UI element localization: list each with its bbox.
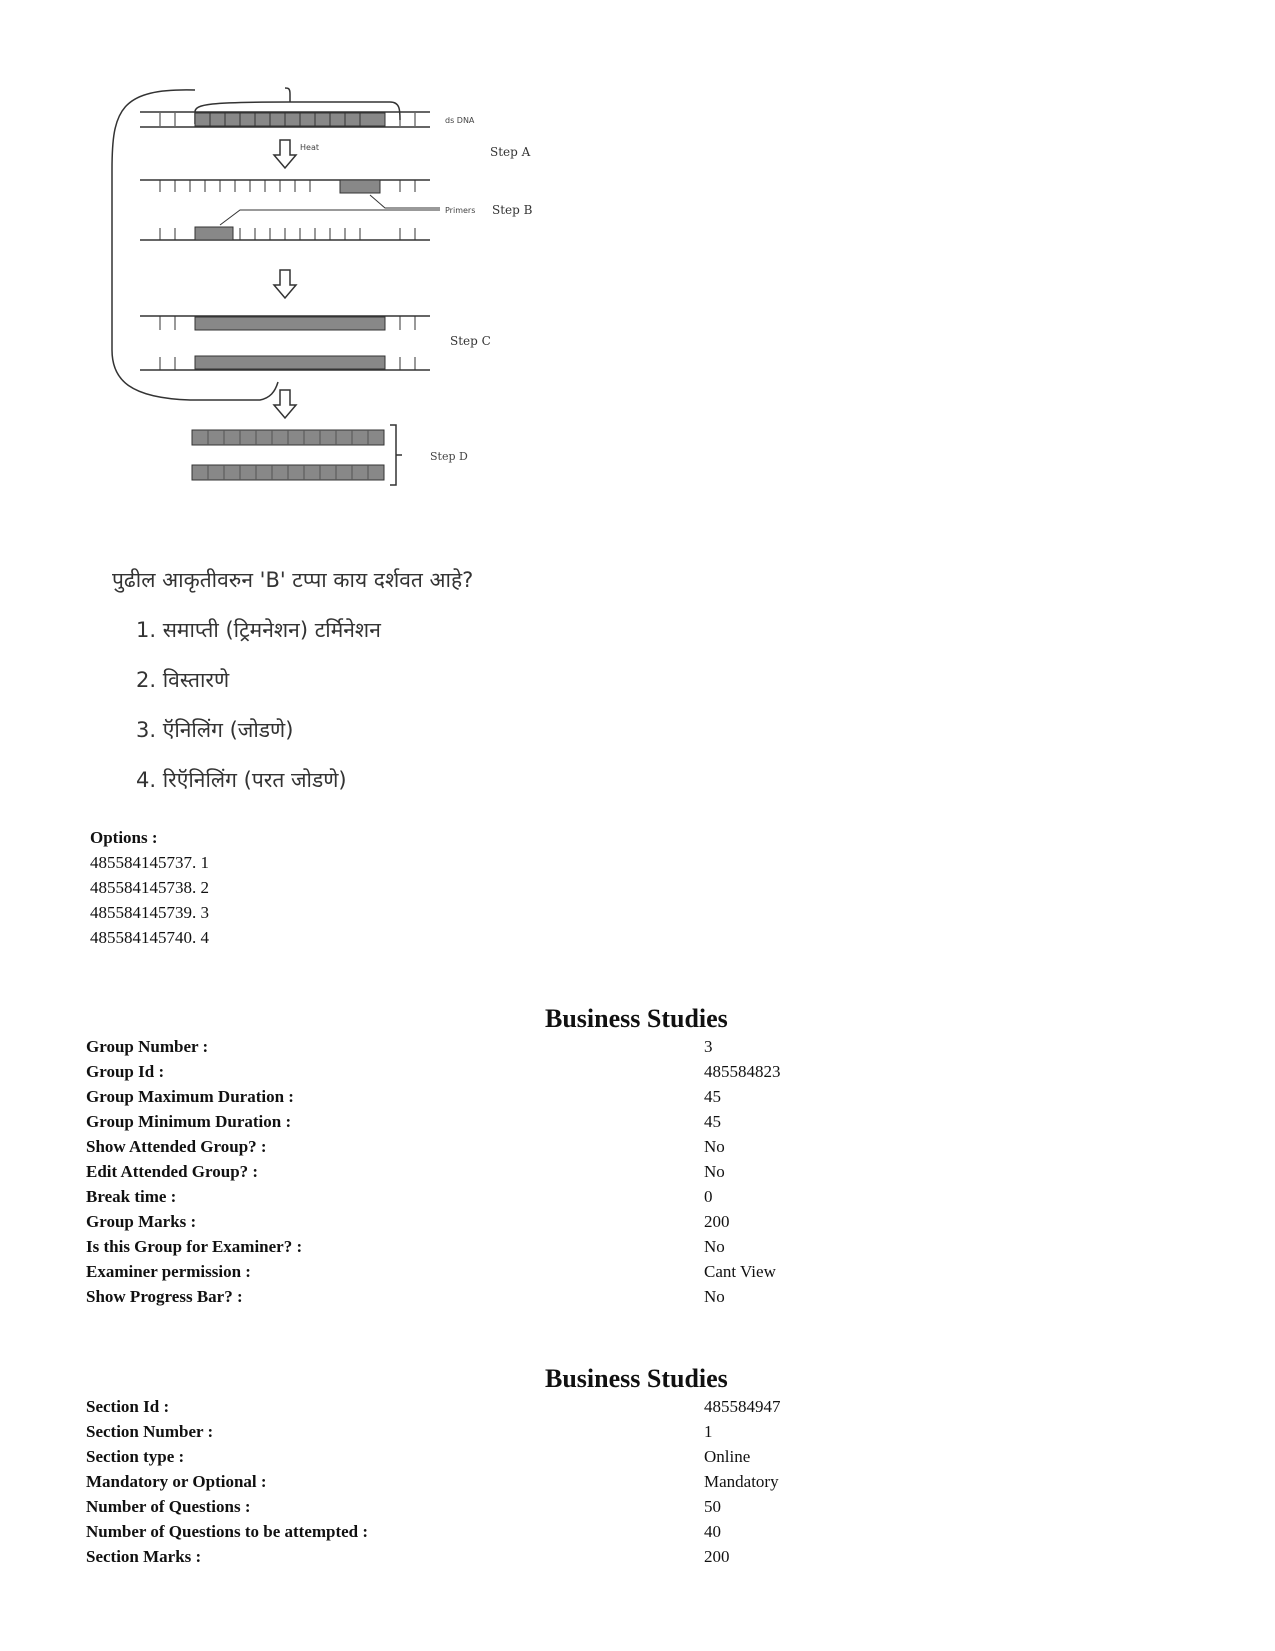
heat-label: Heat	[300, 143, 319, 152]
down-arrow-icon	[274, 390, 296, 418]
option-item: 485584145739. 3	[90, 903, 209, 922]
section-row-value: 1	[704, 1422, 713, 1441]
group-row-label: Group Number :	[86, 1037, 209, 1056]
options-title: Options :	[90, 828, 158, 847]
section-row-value: Online	[704, 1447, 751, 1466]
section-row-label: Mandatory or Optional :	[86, 1472, 267, 1491]
pcr-diagram	[100, 80, 560, 520]
group-row-value: Cant View	[704, 1262, 776, 1281]
section-row-value: Mandatory	[704, 1472, 779, 1491]
group-row-value: 45	[704, 1112, 721, 1131]
group-row-value: 0	[704, 1187, 713, 1206]
group-row-value: No	[704, 1237, 725, 1256]
section-heading: Business Studies	[545, 1364, 728, 1393]
group-row-value: 485584823	[704, 1062, 781, 1081]
section-row-value: 200	[704, 1547, 730, 1566]
section-row-value: 485584947	[704, 1397, 781, 1416]
section-row-label: Section Number :	[86, 1422, 214, 1441]
group-heading: Business Studies	[545, 1004, 728, 1033]
group-row-value: No	[704, 1162, 725, 1181]
group-row-label: Group Marks :	[86, 1212, 197, 1231]
step-d-label: Step D	[430, 450, 468, 463]
section-row-value: 50	[704, 1497, 721, 1516]
step-b-label: Step B	[492, 203, 533, 217]
primers-label: Primers	[445, 206, 476, 215]
group-row-label: Break time :	[86, 1187, 177, 1206]
step-a-label: Step A	[490, 145, 531, 159]
option-item: 485584145740. 4	[90, 928, 209, 947]
question-choice: 3. ऍनिलिंग (जोडणे)	[136, 718, 294, 742]
group-row-label: Is this Group for Examiner? :	[86, 1237, 303, 1256]
group-row-label: Edit Attended Group? :	[86, 1162, 259, 1181]
ds-dna-label: ds DNA	[445, 116, 475, 125]
group-row-value: No	[704, 1137, 725, 1156]
step-c-label: Step C	[450, 334, 491, 348]
option-item: 485584145738. 2	[90, 878, 209, 897]
group-row-label: Group Id :	[86, 1062, 165, 1081]
group-row-label: Show Progress Bar? :	[86, 1287, 243, 1306]
section-row-label: Section Marks :	[86, 1547, 202, 1566]
option-item: 485584145737. 1	[90, 853, 209, 872]
group-row-label: Examiner permission :	[86, 1262, 251, 1281]
question-choice: 1. समाप्ती (ट्रिमनेशन) टर्मिनेशन	[136, 618, 381, 642]
section-row-label: Section type :	[86, 1447, 185, 1466]
group-row-value: No	[704, 1287, 725, 1306]
group-row-value: 200	[704, 1212, 730, 1231]
down-arrow-icon	[274, 270, 296, 298]
section-row-label: Section Id :	[86, 1397, 170, 1416]
question-stem: पुढील आकृतीवरुन 'B' टप्पा काय दर्शवत आहे?	[112, 568, 474, 592]
group-row-label: Show Attended Group? :	[86, 1137, 267, 1156]
section-row-label: Number of Questions to be attempted :	[86, 1522, 369, 1541]
group-row-label: Group Minimum Duration :	[86, 1112, 292, 1131]
group-row-label: Group Maximum Duration :	[86, 1087, 294, 1106]
group-row-value: 3	[704, 1037, 713, 1056]
question-choice: 4. रिऍनिलिंग (परत जोडणे)	[136, 768, 347, 792]
section-row-label: Number of Questions :	[86, 1497, 251, 1516]
question-choice: 2. विस्तारणे	[136, 668, 230, 692]
section-row-value: 40	[704, 1522, 721, 1541]
down-arrow-icon	[274, 140, 296, 168]
group-row-value: 45	[704, 1087, 721, 1106]
